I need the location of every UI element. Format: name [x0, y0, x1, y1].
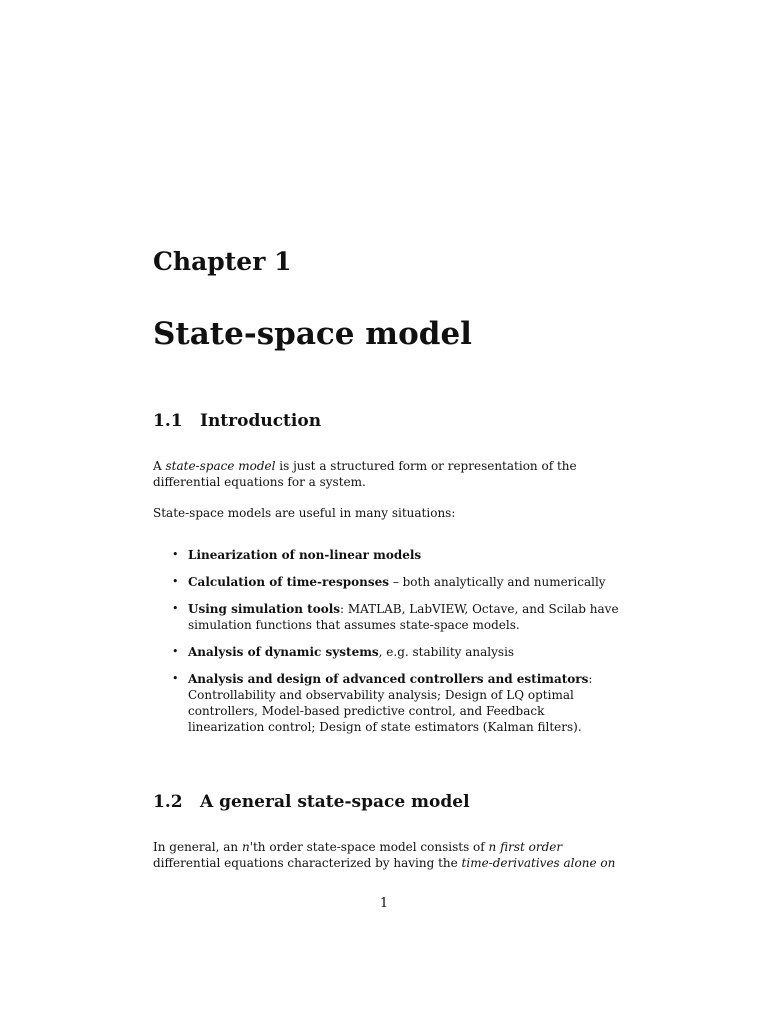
page-number: 1	[379, 896, 389, 911]
text-run: A	[153, 459, 166, 473]
bullet-icon: •	[172, 548, 179, 561]
intro-paragraph	[153, 458, 623, 490]
bullet-bold-text: Analysis and design of advanced controllers and estimators	[188, 672, 589, 686]
section-number: 1.1	[153, 411, 183, 431]
math-symbol: n	[488, 840, 497, 854]
bullet-text: : MATLAB, LabVIEW, Octave, and Scilab have simulation functions that assumes state-space models.	[188, 602, 619, 632]
list-item	[153, 601, 623, 633]
section-heading-introduction	[153, 410, 321, 432]
emphasis-text: first order	[496, 840, 563, 854]
bullet-text: – both analytically and numerically	[389, 575, 606, 589]
bullet-text: : Controllability and observability analysis; Design of LQ optimal controllers, Model-based predictive control, and Feedback linearization control; Design of state estimators (Kalman filters).	[188, 672, 593, 734]
section-heading-general-model	[153, 791, 470, 813]
list-item	[153, 671, 623, 735]
uses-bullet-list	[153, 547, 623, 746]
bullet-text: , e.g. stability analysis	[378, 645, 515, 659]
text-run: In general, an	[153, 840, 242, 854]
list-item	[153, 547, 623, 563]
chapter-label: Chapter 1	[153, 247, 292, 276]
bullet-icon: •	[172, 602, 179, 615]
section-number: 1.2	[153, 792, 183, 812]
uses-paragraph: State-space models are useful in many situations:	[153, 506, 456, 520]
bullet-bold-text: Calculation of time-responses	[188, 575, 389, 589]
bullet-icon: •	[172, 672, 179, 685]
bullet-icon: •	[172, 575, 179, 588]
text-run: is just a structured form or representation of the differential equations for a system.	[153, 459, 577, 489]
bullet-bold-text: Using simulation tools	[188, 602, 341, 616]
bullet-bold-text: Linearization of non-linear models	[188, 548, 422, 562]
emphasis-text: state-space model	[165, 459, 276, 473]
bullet-bold-text: Analysis of dynamic systems	[188, 645, 379, 659]
emphasis-text: time-derivatives alone on	[461, 856, 616, 870]
section-title: A general state-space model	[200, 792, 470, 812]
text-run: differential equations characterized by having the	[153, 856, 462, 870]
general-model-paragraph	[153, 839, 623, 871]
bullet-icon: •	[172, 645, 179, 658]
text-run: 'th order state-space model consists of	[249, 840, 489, 854]
math-symbol: n	[241, 840, 250, 854]
section-title: Introduction	[200, 411, 322, 431]
list-item	[153, 574, 623, 590]
chapter-title: State-space model	[153, 316, 472, 352]
list-item	[153, 644, 623, 660]
